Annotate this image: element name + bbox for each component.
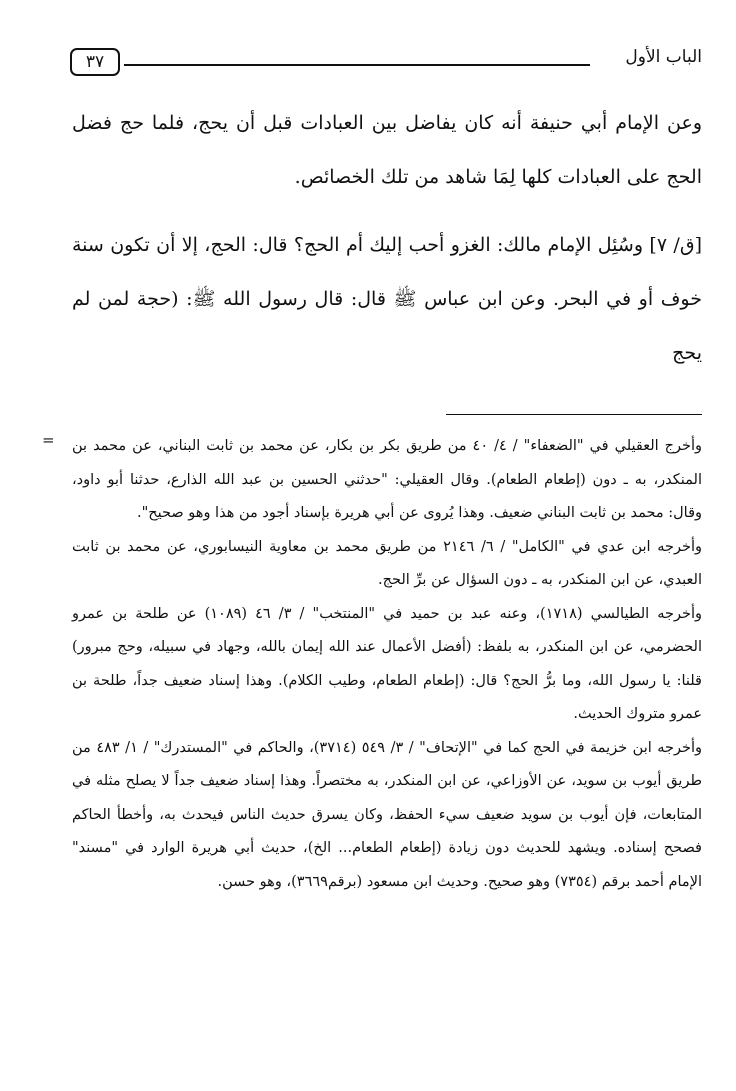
running-header: الباب الأول [625, 47, 702, 67]
page-number-box: ٣٧ [70, 48, 120, 76]
main-text [72, 96, 702, 380]
footnote-paragraph: وأخرجه ابن خزيمة في الحج كما في "الإتحاف" / ٣/ ٥٤٩ (٣٧١٤)، والحاكم في "المستدرك" / ١/ ٤٨٣ من طريق أيوب بن سويد، عن الأوزاعي، عن ابن المنكدر، به مختصراً. وهذا إسناد ضعيف جداً لا يصلح مثله في المتابعات، فإن أيوب بن سويد ضعيف سيء الحفظ، وكان يسرق حديث الناس فيحدث به، وأخطأ الحاكم فصحح إسناده. ويشهد للحديث دون زيادة (إطعام الطعام... الخ)، حديث أبي هريرة الوارد في "مسند" الإمام أحمد برقم (٧٣٥٤) وهو صحيح. وحديث ابن مسعود (برقم٣٦٦٩)، وهو حسن. [72, 739, 703, 890]
footnote-continuation-mark: = [42, 431, 55, 449]
main-paragraph: [ق/ ٧] وسُئِل الإمام مالك: الغزو أحب إليك أم الحج؟ قال: الحج، إلا أن تكون سنة خوف أو في البحر. وعن ابن عباس ﷺ قال: قال رسول الله ﷺ: (حجة لمن لم يحج [72, 234, 702, 364]
footnote-paragraph: وأخرجه الطيالسي (١٧١٨)، وعنه عبد بن حميد في "المنتخب" / ٣/ ٤٦ (١٠٨٩) عن طلحة بن عمرو الحضرمي، عن ابن المنكدر، به بلفظ: (أفضل الأعمال عند الله إيمان بالله، وجهاد في سبيله، وحج مبرور) قلنا: يا رسول الله، وما برُّ الحج؟ قال: (إطعام الطعام، وطيب الكلام). وهذا إسناد ضعيف جداً، طلحة بن عمرو متروك الحديث. [72, 605, 702, 722]
header-rule [124, 64, 590, 66]
main-paragraph: وعن الإمام أبي حنيفة أنه كان يفاضل بين العبادات قبل أن يحج، فلما حج فضل الحج على العبادات كلها لِمَا شاهد من تلك الخصائص. [72, 112, 702, 188]
footnote-paragraph: وأخرج العقيلي في "الضعفاء" / ٤/ ٤٠ من طريق بكر بن بكار، عن محمد بن ثابت البناني، عن محمد بن المنكدر، به ـ دون (إطعام الطعام). وقال العقيلي: "حدثني الحسين بن عبد الله الذارع، حدثنا أبو داود، وقال: محمد بن ثابت البناني ضعيف. وهذا يُروى عن أبي هريرة بإسناد أجود من هذا وهو صحيح". [72, 438, 702, 521]
footnotes [72, 430, 702, 899]
footnote-paragraph: وأخرجه ابن عدي في "الكامل" / ٦/ ٢١٤٦ من طريق محمد بن معاوية النيسابوري، عن محمد بن ثابت العبدي، عن ابن المنكدر، به ـ دون السؤال عن برِّ الحج. [72, 538, 702, 588]
footnote-separator [446, 414, 702, 415]
